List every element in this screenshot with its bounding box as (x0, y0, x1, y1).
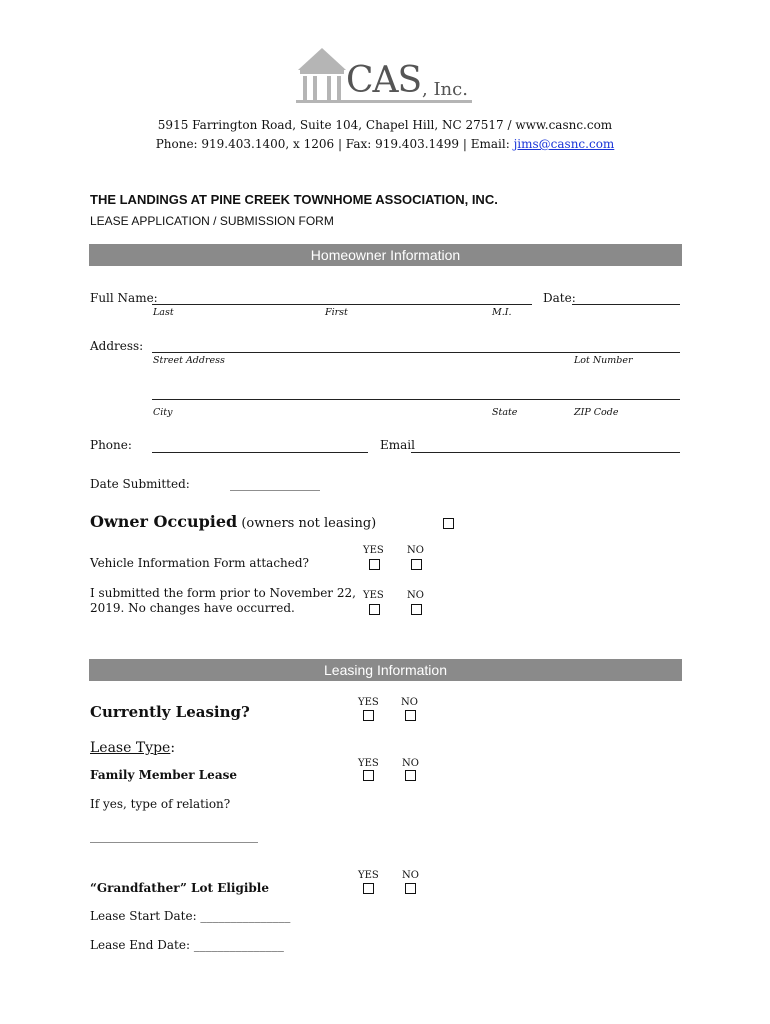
grandfather-label: “Grandfather” Lot Eligible (90, 881, 270, 895)
date-field[interactable] (572, 304, 680, 305)
prior-no-checkbox[interactable] (411, 604, 422, 615)
phone-field[interactable] (152, 452, 368, 453)
lease-type-label: Lease Type (90, 740, 171, 756)
contact-address: 5915 Farrington Road, Suite 104, Chapel Hill, NC 27517 / www.casnc.com (157, 118, 613, 132)
relation-label: If yes, type of relation? (90, 797, 231, 811)
vehicle-yes-label: YES (363, 545, 384, 556)
cas-logo (296, 46, 476, 106)
owner-occupied-row (90, 512, 376, 531)
prior-question-line1: I submitted the form prior to November 22, (90, 586, 356, 600)
prior-no-label: NO (407, 590, 424, 601)
family-member-lease-label: Family Member Lease (90, 768, 237, 782)
grandfather-no-checkbox[interactable] (405, 883, 416, 894)
hint-mi: M.I. (492, 307, 512, 318)
hint-street: Street Address (153, 355, 225, 366)
vehicle-yes-checkbox[interactable] (369, 559, 380, 570)
logo-text: CAS (346, 60, 422, 101)
hint-first: First (325, 307, 348, 318)
vehicle-no-label: NO (407, 545, 424, 556)
street-address-field[interactable] (152, 352, 680, 353)
hint-lot: Lot Number (574, 355, 633, 366)
prior-yes-label: YES (363, 590, 384, 601)
hint-last: Last (153, 307, 174, 318)
family-no-label: NO (402, 758, 419, 769)
page-title: THE LANDINGS AT PINE CREEK TOWNHOME ASSOCIATION, INC. (90, 192, 498, 207)
hint-city: City (153, 407, 173, 418)
family-no-checkbox[interactable] (405, 770, 416, 781)
currently-leasing-no-checkbox[interactable] (405, 710, 416, 721)
family-yes-checkbox[interactable] (363, 770, 374, 781)
leasing-section-header: Leasing Information (89, 659, 682, 681)
logo-suffix: , Inc. (422, 79, 468, 100)
currently-leasing-label: Currently Leasing? (90, 703, 250, 721)
prior-question-line2: 2019. No changes have occurred. (90, 601, 295, 615)
full-name-label: Full Name: (90, 291, 158, 305)
date-submitted-field[interactable]: _______________ (230, 477, 320, 491)
lease-type-colon: : (170, 740, 176, 756)
address-label: Address: (90, 339, 144, 353)
currently-leasing-yes-label: YES (358, 697, 379, 708)
date-label: Date: (543, 291, 576, 305)
currently-leasing-no-label: NO (401, 697, 418, 708)
homeowner-section-header: Homeowner Information (89, 244, 682, 266)
currently-leasing-yes-checkbox[interactable] (363, 710, 374, 721)
grandfather-yes-checkbox[interactable] (363, 883, 374, 894)
city-state-zip-field[interactable] (152, 399, 680, 400)
email-field[interactable] (411, 452, 680, 453)
owner-occupied-note: (owners not leasing) (237, 516, 377, 531)
contact-phone (0, 137, 770, 151)
vehicle-question: Vehicle Information Form attached? (90, 556, 309, 570)
page-subtitle: LEASE APPLICATION / SUBMISSION FORM (90, 214, 334, 228)
prior-yes-checkbox[interactable] (369, 604, 380, 615)
date-submitted-label: Date Submitted: (90, 477, 190, 491)
contact-phone-text: Phone: 919.403.1400, x 1206 | Fax: 919.403.1499 | Email: (155, 137, 514, 151)
vehicle-no-checkbox[interactable] (411, 559, 422, 570)
lease-end-date[interactable]: Lease End Date: _______________ (90, 938, 284, 952)
lease-start-date[interactable]: Lease Start Date: _______________ (90, 909, 291, 923)
lease-type-heading (90, 740, 175, 756)
phone-label: Phone: (90, 438, 132, 452)
owner-occupied-label: Owner Occupied (90, 512, 238, 531)
family-yes-label: YES (358, 758, 379, 769)
grandfather-no-label: NO (402, 870, 419, 881)
relation-field[interactable]: ____________________________ (90, 829, 258, 843)
email-label: Email (380, 438, 415, 452)
full-name-field[interactable] (152, 304, 532, 305)
hint-zip: ZIP Code (574, 407, 619, 418)
hint-state: State (492, 407, 518, 418)
grandfather-yes-label: YES (358, 870, 379, 881)
owner-occupied-checkbox[interactable] (443, 518, 454, 529)
contact-email-link[interactable]: jims@casnc.com (513, 137, 615, 151)
